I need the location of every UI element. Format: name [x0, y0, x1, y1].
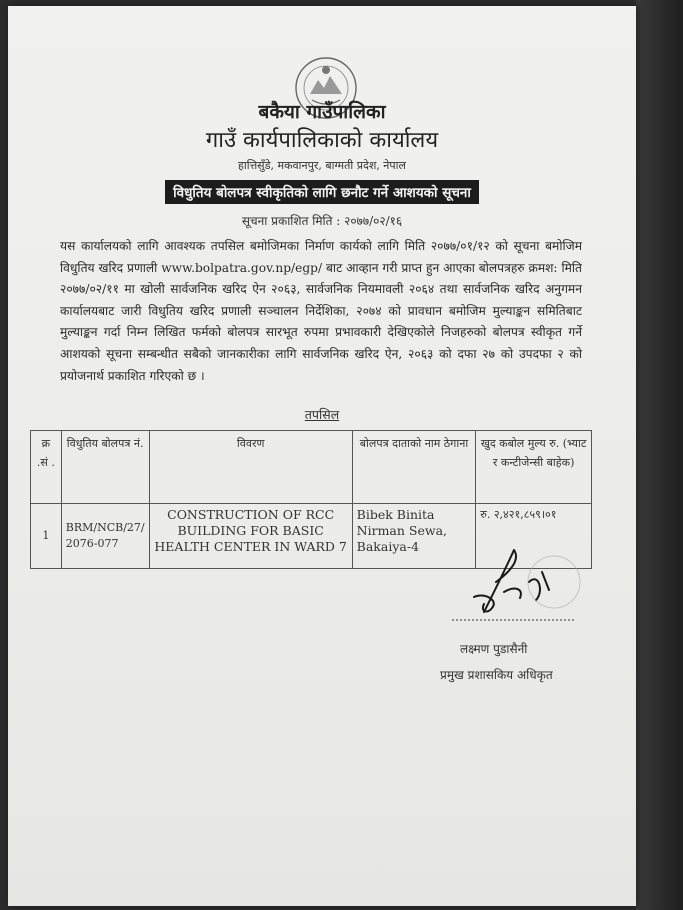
office-address: हात्तिसुँडे, मकवानपुर, बाग्मती प्रदेश, नेपाल — [238, 159, 406, 172]
notice-title: विधुतिय बोलपत्र स्वीकृतिको लागि छनौट गर्ने आशयको सूचना — [165, 180, 479, 204]
table-header-row — [31, 431, 592, 504]
cell-description: CONSTRUCTION OF RCC BUILDING FOR BASIC HEALTH CENTER IN WARD 7 — [149, 504, 352, 569]
publish-date: सूचना प्रकाशित मिति : २०७७/०२/१६ — [241, 214, 403, 228]
notice-banner — [8, 180, 636, 204]
handwritten-signature — [444, 542, 594, 642]
signatory-title: प्रमुख प्रशासकिय अधिकृत — [440, 668, 553, 682]
header-cost: खुद कबोल मुल्य रु. (भ्याट र कन्टीजेन्सी बाहेक) — [476, 431, 592, 504]
cell-sn: 1 — [31, 504, 62, 569]
cell-bid-no: BRM/NCB/27/ 2076-077 — [61, 504, 149, 569]
header-bidder: बोलपत्र दाताको नाम ठेगाना — [352, 431, 476, 504]
cell-bidder: Bibek Binita Nirman Sewa, Bakaiya-4 — [352, 504, 476, 569]
header-sn: क्र .सं . — [31, 431, 62, 504]
office-title: गाउँ कार्यपालिकाको कार्यालय — [205, 128, 439, 153]
notice-paragraph: यस कार्यालयको लागि आवश्यक तपसिल बमोजिमका निर्माण कार्यको लागि मिति २०७७/०१/१२ को सूचना बमोजिम विधुतिय खरिद प्रणाली www.bolpatra.gov.np/egp/ बाट आव्हान गरी प्राप्त हुन आएका बोलपत्रहरु क्रमश: मिति २०७७/०२/११ मा खोली सार्वजनिक खरिद ऐन २०६३, सार्वजनिक नियमावली २०६४ तथा सार्वजनिक खरिद अनुगमन कार्यालयबाट जारी विधुतिय खरिद प्रणाली सञ्चालन निर्देशिका, २०७४ को प्रावधान बमोजिम मुल्याङ्कन समितिबाट मुल्याङ्कन गर्दा निम्न लिखित फर्मको बोलपत्र सारभूत रुपमा प्रभावकारी देखिएकोले निजहरुको बोलपत्र स्वीकृत गर्ने आशयको सूचना सम्बन्धीत सबैको जानकारीका लागि सार्वजनिक खरिद ऐन, २०६३ को दफा २७ को उपदफा २ को प्रयोजनार्थ प्रकाशित गरिएको छ । — [60, 239, 582, 383]
header-description: विवरण — [149, 431, 352, 504]
header-bid-no: विधुतिय बोलपत्र नं. — [61, 431, 149, 504]
notice-document — [8, 6, 636, 906]
signatory-name: लक्ष्मण पुडासैनी — [460, 642, 528, 656]
details-heading: तपसिल — [304, 407, 340, 422]
background-edge — [636, 0, 683, 910]
municipality-name: बकैया गाउँपालिका — [258, 101, 386, 123]
cell-cost: रु. २,४२१,८५९।०१ — [476, 504, 592, 569]
